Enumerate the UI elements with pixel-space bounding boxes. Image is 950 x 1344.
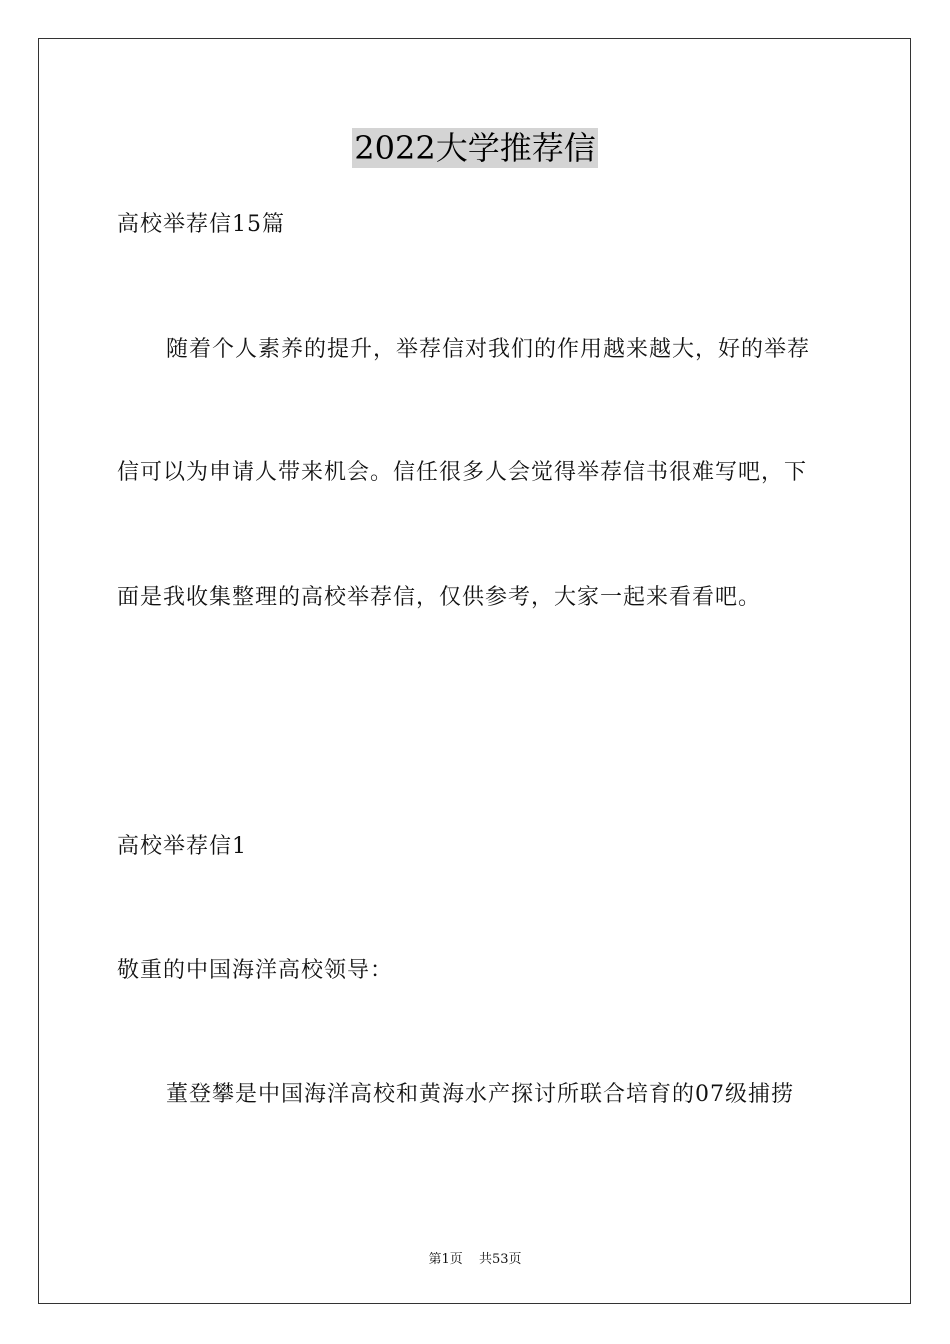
document-title-wrapper bbox=[0, 128, 950, 168]
intro-line-3: 面是我收集整理的高校举荐信，仅供参考，大家一起来看看吧。 bbox=[117, 585, 762, 610]
section-heading: 高校举荐信1 bbox=[117, 834, 247, 859]
page-footer bbox=[0, 1248, 950, 1267]
document-title: 2022大学推荐信 bbox=[354, 129, 596, 167]
subtitle: 高校举荐信15篇 bbox=[117, 212, 285, 237]
body-line-1: 董登攀是中国海洋高校和黄海水产探讨所联合培育的07级捕捞 bbox=[166, 1082, 794, 1107]
intro-line-2: 信可以为申请人带来机会。信任很多人会觉得举荐信书很难写吧，下 bbox=[117, 460, 808, 485]
page-total: 共53页 bbox=[478, 1252, 522, 1267]
salutation: 敬重的中国海洋高校领导： bbox=[117, 958, 394, 983]
page-number: 第1页 bbox=[428, 1252, 463, 1267]
intro-line-1: 随着个人素养的提升，举荐信对我们的作用越来越大，好的举荐 bbox=[166, 337, 811, 362]
